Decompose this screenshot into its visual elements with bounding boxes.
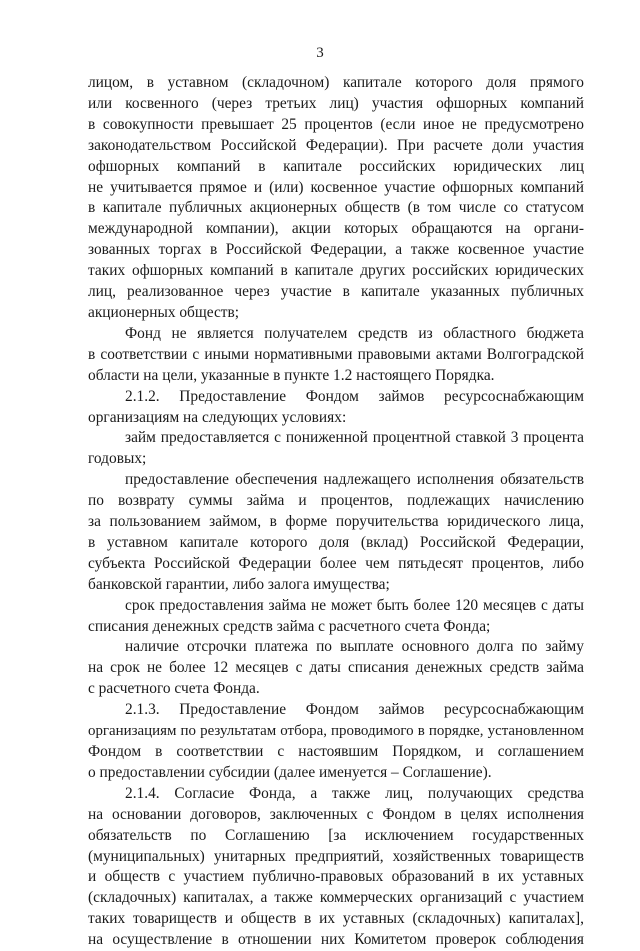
text-line: 2.1.2. Предоставление Фондом займов ресурсоснабжающим (125, 387, 584, 405)
text-line: 2.1.4. Согласие Фонда, а также лиц, получающих средства (125, 784, 584, 802)
text-line: на срок не более 12 месяцев с даты списания денежных средств займа (88, 659, 584, 677)
text-line: в совокупности превышает 25 процентов (если иное не предусмотрено (88, 115, 584, 133)
text-line: наличие отсрочки платежа по выплате основного долга по займу (125, 638, 584, 656)
text-line: предоставление обеспечения надлежащего исполнения обязательств (125, 471, 584, 489)
text-line: по возврату суммы займа и процентов, подлежащих начислению (88, 492, 584, 510)
text-line: области на цели, указанные в пункте 1.2 настоящего Порядка. (88, 366, 495, 384)
text-line: займ предоставляется с пониженной процентной ставкой 3 процента (125, 429, 584, 447)
text-line: таких товариществ и обществ в их уставных (складочных) капиталах], (88, 910, 584, 928)
text-line: в соответствии с иными нормативными правовыми актами Волгоградской (88, 345, 584, 363)
text-line: (муниципальных) унитарных предприятий, хозяйственных товариществ (88, 847, 584, 865)
page-number: 3 (316, 45, 324, 61)
text-line: срок предоставления займа не может быть более 120 месяцев с даты (125, 596, 584, 614)
text-line: списания денежных средств займа с расчетного счета Фонда; (88, 617, 491, 635)
text-line: обязательств по Соглашению [за исключением государственных (88, 826, 584, 844)
text-line: офшорных компаний в капитале российских юридических лиц (88, 157, 584, 175)
text-line: на осуществление в отношении них Комитетом проверок соблюдения (88, 931, 584, 949)
text-line: лиц, реализованное через участие в капитале указанных публичных (88, 283, 584, 301)
text-line: в уставном капитале которого доля (вклад) Российской Федерации, (88, 533, 584, 551)
text-line: годовых; (88, 450, 147, 468)
text-line: таких офшорных компаний в капитале других российских юридических (88, 262, 584, 280)
text-line: или косвенного (через третьих лиц) участия офшорных компаний (88, 94, 584, 112)
text-line: 2.1.3. Предоставление Фондом займов ресурсоснабжающим (125, 701, 584, 719)
text-line: международной компании), акции которых обращаются на органи- (88, 220, 584, 238)
text-line: с расчетного счета Фонда. (88, 680, 260, 698)
text-line: зованных торгах в Российской Федерации, а также косвенное участие (88, 241, 584, 259)
text-line: законодательством Российской Федерации). При расчете доли участия (88, 136, 584, 154)
text-line: о предоставлении субсидии (далее именуется – Соглашение). (88, 763, 492, 781)
document-body (88, 73, 584, 951)
text-line: Фондом в соответствии с настоявшим Порядком, и соглашением (88, 743, 584, 760)
text-line: на основании договоров, заключенных с Фондом в целях исполнения (88, 805, 584, 823)
text-line: за пользованием займом, в форме поручительства юридического лица, (88, 513, 584, 531)
text-line: субъекта Российской Федерации более чем пятьдесят процентов, либо (88, 554, 584, 572)
text-line: (складочных) капиталах, а также коммерческих организаций с участием (88, 889, 584, 907)
text-line: акционерных обществ; (88, 303, 240, 321)
text-line: и обществ с участием публично-правовых образований в их уставных (88, 868, 584, 886)
text-line: лицом, в уставном (складочном) капитале которого доля прямого (88, 74, 584, 91)
text-line: организациям на следующих условиях: (88, 408, 347, 426)
text-line: в капитале публичных акционерных обществ (в том числе со статусом (88, 199, 584, 217)
text-line: организациям по результатам отбора, проводимого в порядке, установленном (88, 723, 584, 740)
text-line: Фонд не является получателем средств из областного бюджета (125, 324, 584, 342)
text-line: не учитывается прямое и (или) косвенное участие офшорных компаний (88, 178, 584, 196)
text-line: банковской гарантии, либо залога имущества; (88, 575, 390, 593)
